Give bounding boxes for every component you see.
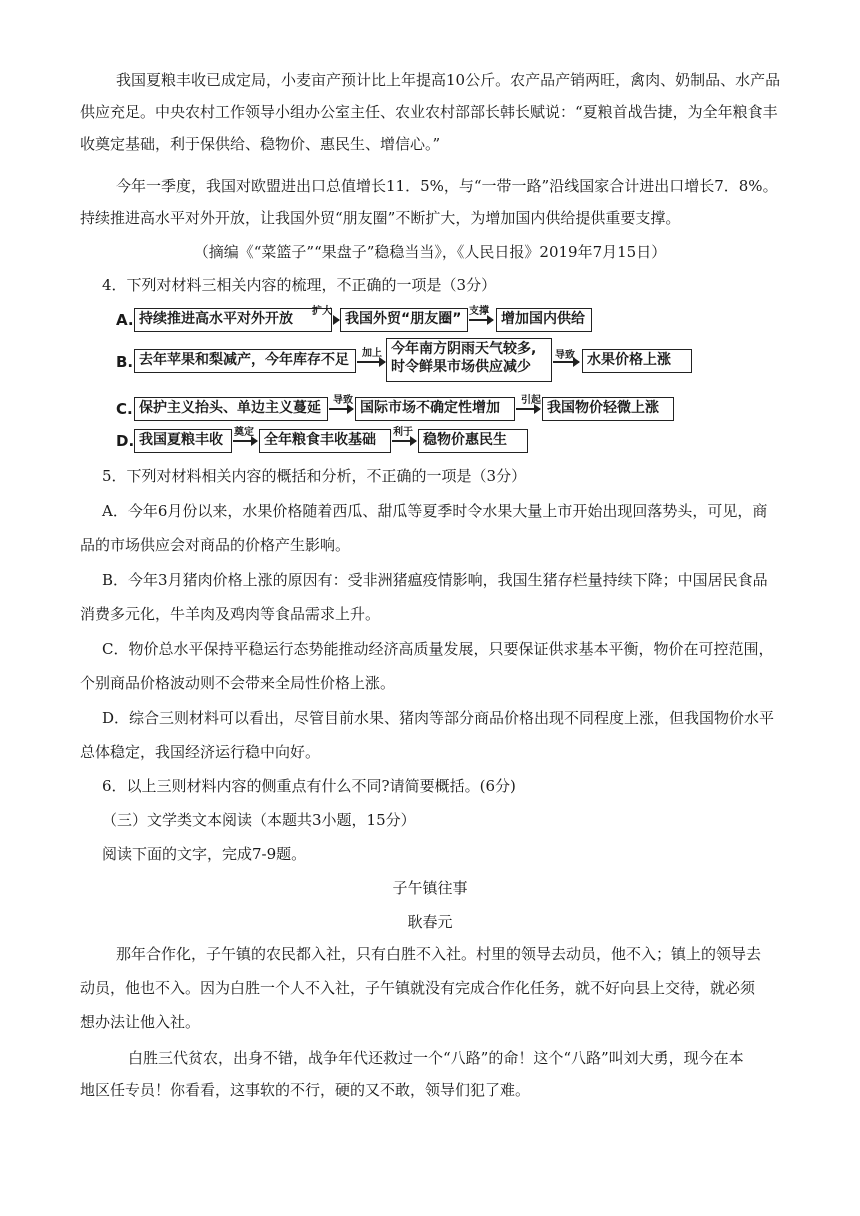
flow-a-label1: 扩大 (312, 306, 332, 317)
story-p1-line1: 那年合作化，子午镇的农民都入社，只有白胜不入社。村里的领导去动员，他不入；镇上的领导去 (116, 945, 762, 963)
story-p1-line3: 想办法让他入社。 (80, 1013, 201, 1031)
story-title: 子午镇往事 (392, 879, 468, 897)
story-author: 耿春元 (407, 913, 453, 931)
flow-b-box2 (386, 338, 552, 382)
reading-instruction: 阅读下面的文字，完成7-9题。 (102, 845, 307, 863)
story-p2-line2: 地区任专员！你看看，这事软的不行，硬的又不敢，领导们犯了难。 (80, 1081, 531, 1099)
flow-d-box2: 全年粮食丰收基础 (259, 429, 391, 453)
flow-a-arrow2 (469, 319, 493, 321)
q4-stem: 4．下列对材料三相关内容的梳理，不正确的一项是（3分） (102, 276, 497, 294)
flow-b-box2-line1: 今年南方阴雨天气较多, (391, 341, 537, 357)
para2-line2: 持续推进高水平对外开放，让我国外贸“朋友圈”不断扩大，为增加国内供给提供重要支撑。 (80, 209, 681, 227)
q5-option-b-line1: B．今年3月猪肉价格上涨的原因有：受非洲猪瘟疫情影响，我国生猪存栏量持续下降；中国居民食品 (102, 571, 768, 589)
flow-b-label1: 加上 (362, 348, 382, 359)
para1-line3: 收奠定基础，利于保供给、稳物价、惠民生、增信心。” (80, 135, 441, 153)
flow-c-label2: 引起 (521, 395, 541, 406)
flow-c-label1: 导致 (333, 395, 353, 406)
flow-b-box2-line2: 时令鲜果市场供应减少 (391, 359, 531, 375)
flow-d-label2: 利于 (393, 427, 413, 438)
flow-a-box3: 增加国内供给 (496, 308, 592, 332)
flow-a-box1: 持续推进高水平对外开放 (134, 308, 332, 332)
flow-c-arrow1 (329, 408, 353, 410)
flow-d-letter: D. (116, 432, 135, 450)
flow-d-box1: 我国夏粮丰收 (134, 429, 232, 453)
q5-option-d-line1: D．综合三则材料可以看出，尽管目前水果、猪肉等部分商品价格出现不同程度上涨，但我国物价水平 (102, 709, 775, 727)
flow-d-label1: 奠定 (234, 427, 254, 438)
q6-stem: 6．以上三则材料内容的侧重点有什么不同?请简要概括。(6分) (102, 777, 516, 795)
q5-stem: 5．下列对材料相关内容的概括和分析，不正确的一项是（3分） (102, 467, 527, 485)
q5-option-a-line1: A．今年6月份以来，水果价格随着西瓜、甜瓜等夏季时令水果大量上市开始出现回落势头，可见，商 (102, 502, 768, 520)
flow-b-box3: 水果价格上涨 (582, 349, 692, 373)
source-citation: （摘编《“菜篮子”“果盘子”稳稳当当》，《人民日报》2019年7月15日） (193, 243, 667, 261)
flow-c-box3: 我国物价轻微上涨 (542, 397, 674, 421)
flow-a-letter: A. (116, 311, 134, 329)
flow-d-arrow2 (392, 440, 416, 442)
flow-c-box2: 国际市场不确定性增加 (355, 397, 515, 421)
story-p2-line1: 白胜三代贫农，出身不错，战争年代还救过一个“八路”的命！这个“八路”叫刘大勇，现今在本 (128, 1049, 744, 1067)
q5-option-a-line2: 品的市场供应会对商品的价格产生影响。 (80, 536, 351, 554)
flow-c-box1: 保护主义抬头、单边主义蔓延 (134, 397, 328, 421)
para1-line1: 我国夏粮丰收已成定局，小麦亩产预计比上年提高10公斤。农产品产销两旺，禽肉、奶制品、水产品 (116, 71, 781, 89)
flow-b-box1: 去年苹果和梨减产，今年库存不足 (134, 349, 356, 373)
q5-option-c-line1: C．物价总水平保持平稳运行态势能推动经济高质量发展，只要保证供求基本平衡，物价在可控范围， (102, 640, 774, 658)
flow-d-box3: 稳物价惠民生 (418, 429, 528, 453)
flow-d-arrow1 (233, 440, 257, 442)
para2-line1: 今年一季度，我国对欧盟进出口总值增长11．5%，与“一带一路”沿线国家合计进出口增长7．8%。 (116, 177, 778, 195)
flow-a-arrow1 (333, 319, 339, 321)
para1-line2: 供应充足。中央农村工作领导小组办公室主任、农业农村部部长韩长赋说：“夏粮首战告捷，为全年粮食丰 (80, 103, 778, 121)
flow-b-label2: 导致 (555, 350, 575, 361)
q5-option-b-line2: 消费多元化，牛羊肉及鸡肉等食品需求上升。 (80, 605, 381, 623)
story-p1-line2: 动员，他也不入。因为白胜一个人不入社，子午镇就没有完成合作化任务，就不好向县上交待，就必须 (80, 979, 756, 997)
q5-option-c-line2: 个别商品价格波动则不会带来全局性价格上涨。 (80, 674, 396, 692)
flow-c-letter: C. (116, 400, 133, 418)
flow-c-arrow2 (516, 408, 540, 410)
flow-b-letter: B. (116, 353, 134, 371)
section3-heading: （三）文学类文本阅读（本题共3小题，15分） (102, 811, 416, 829)
flow-b-arrow2 (553, 361, 579, 363)
flow-a-label2: 支撑 (469, 306, 489, 317)
flow-b-arrow1 (357, 361, 385, 363)
flow-a-box2: 我国外贸“朋友圈” (340, 308, 468, 332)
q5-option-d-line2: 总体稳定，我国经济运行稳中向好。 (80, 743, 321, 761)
